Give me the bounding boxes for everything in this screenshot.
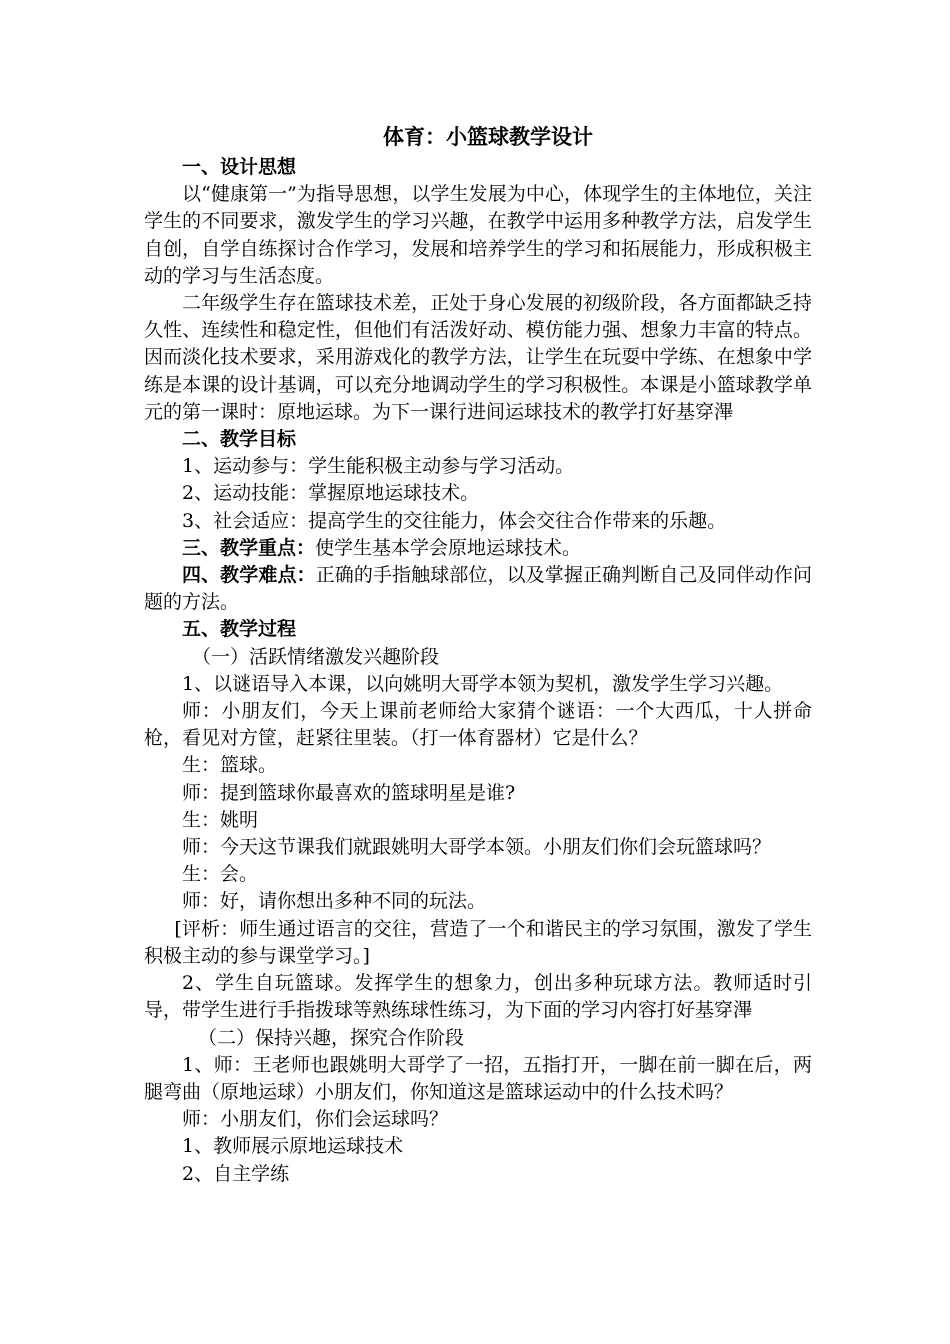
list-item: 1、教师展示原地运球技术 <box>182 1135 404 1158</box>
dialogue-line: 1、师：王老师也跟姚明大哥学了一招，五指打开，一脚在前一脚在后，两腿弯曲（原地运球）小朋友们，你知道这是篮球运动中的什么技术吗？ <box>144 1053 812 1103</box>
dialogue-line: 生：篮球。 <box>182 754 278 777</box>
paragraph: 以“健康第一”为指导思想，以学生发展为中心，体现学生的主体地位，关注学生的不同要求，激发学生的学习兴趣，在教学中运用多种教学方法，启发学生自创，自学自练探讨合作学习，发展和培养学生的学习和拓展能力，形成积极主动的学习与生活态度。 <box>144 183 812 287</box>
list-item: 2、自主学练 <box>182 1162 290 1185</box>
paragraph: 2、学生自玩篮球。发挥学生的想象力，创出多种玩球方法。教师适时引导，带学生进行手指拨球等熟练球性练习，为下面的学习内容打好基穿滭 <box>144 972 812 1022</box>
paragraph: 1、以谜语导入本课，以向姚明大哥学本领为契机，激发学生学习兴趣。 <box>182 672 784 695</box>
section-heading-goals: 二、教学目标 <box>182 428 297 451</box>
dialogue-line: 师：今天这节课我们就跟姚明大哥学本领。小朋友们你们会玩篮球吗？ <box>182 836 772 859</box>
goal-item: 2、运动技能：掌握原地运球技术。 <box>182 482 480 505</box>
dialogue-line: 师：提到篮球你最喜欢的篮球明星是谁? <box>182 781 516 804</box>
difficulty-label: 四、教学难点： <box>182 564 316 587</box>
key-point-text: 使学生基本学会原地运球技术。 <box>315 536 582 559</box>
stage-heading: （一）活跃情绪激发兴趣阶段 <box>192 645 440 668</box>
stage-heading: （二）保持兴趣，探究合作阶段 <box>198 1026 465 1049</box>
document-title: 体育：小篮球教学设计 <box>383 124 593 149</box>
difficulty <box>144 562 812 616</box>
dialogue-line: 师：好，请你想出多种不同的玩法。 <box>182 890 487 913</box>
document-body <box>144 120 812 1188</box>
goal-item: 1、运动参与：学生能积极主动参与学习活动。 <box>182 455 575 478</box>
section-heading-process: 五、教学过程 <box>182 618 297 641</box>
dialogue-line: 师：小朋友们，今天上课前老师给大家猜个谜语：一个大西瓜，十人拼命枪，看见对方筐，赶紧往里装。（打一体育器材）它是什么？ <box>144 700 812 750</box>
difficulty-text: 正确的手指触球部位，以及掌握正确判断自己及同伴动作问题的方法。 <box>144 564 812 614</box>
dialogue-line: 师：小朋友们，你们会运球吗？ <box>182 1108 449 1131</box>
paragraph: 二年级学生存在篮球技术差，正处于身心发展的初级阶段，各方面都缺乏持久性、连续性和稳定性，但他们有活泼好动、模仿能力强、想象力丰富的特点。因而淡化技术要求，采用游戏化的教学方法，让学生在玩耍中学练、在想象中学练是本课的设计基调，可以充分地调动学生的学习积极性。本课是小篮球教学单元的第一课时：原地运球。为下一课行进间运球技术的教学打好基穿滭 <box>144 292 812 423</box>
section-heading-design-idea: 一、设计思想 <box>182 156 297 178</box>
key-point <box>144 535 812 562</box>
key-point-label: 三、教学重点： <box>182 536 316 559</box>
dialogue-line: 生：姚明 <box>182 808 259 831</box>
dialogue-line: 生：会。 <box>182 863 259 886</box>
commentary-note: [评析：师生通过语言的交往，营造了一个和谐民主的学习氛围，激发了学生积极主动的参与课堂学习。] <box>144 917 812 967</box>
goal-item: 3、社会适应：提高学生的交往能力，体会交往合作带来的乐趣。 <box>182 509 727 532</box>
